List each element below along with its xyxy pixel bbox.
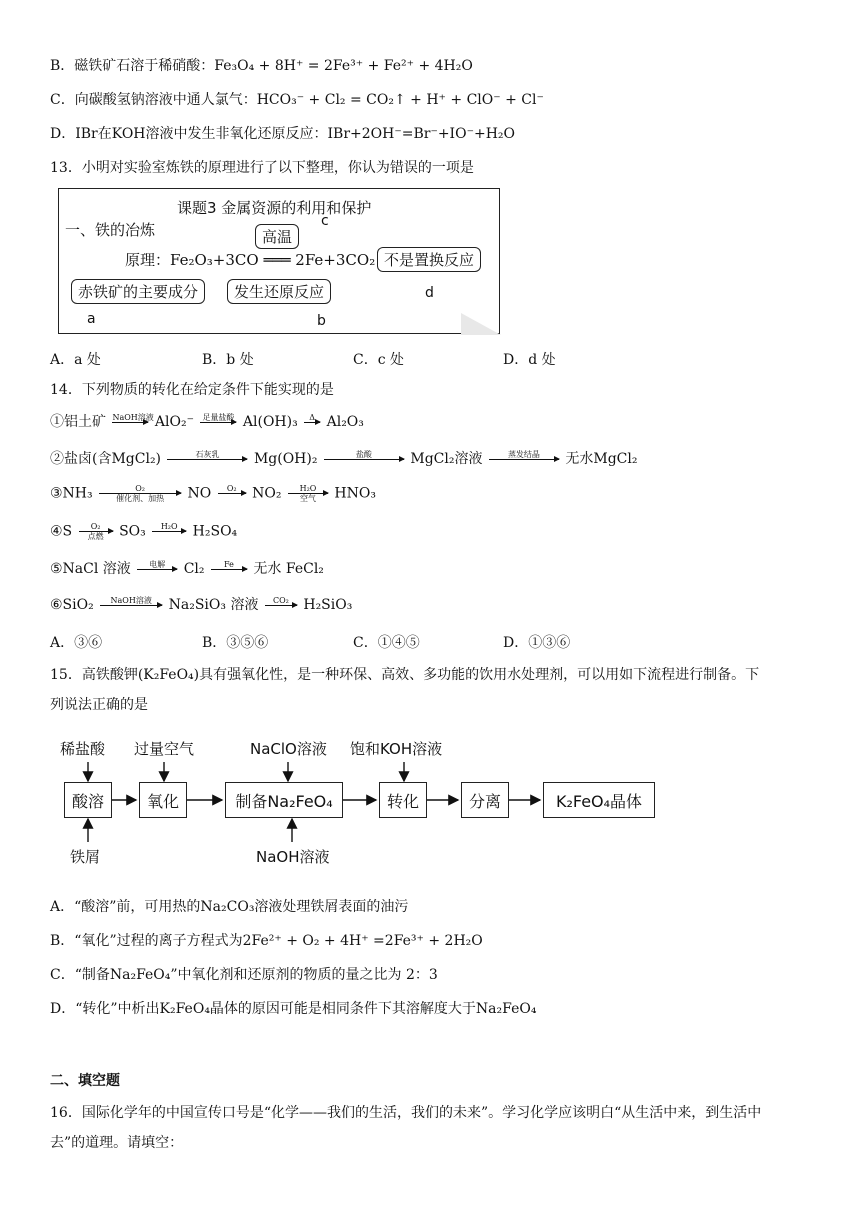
q14-option-d: D．①③⑥ bbox=[503, 635, 571, 651]
r4-start: ④S bbox=[50, 523, 73, 540]
r1-p2: Al(OH)₃ bbox=[242, 414, 298, 430]
page-curl bbox=[461, 313, 501, 335]
r1-start: ①铝土矿 bbox=[50, 414, 106, 430]
box-acid-dissolve: 酸溶 bbox=[64, 782, 112, 818]
q14-route-5 bbox=[50, 558, 324, 579]
r2-arrow-2: 盐酸 bbox=[324, 450, 404, 469]
q13-stem: 13．小明对实验室炼铁的原理进行了以下整理，你认为错误的一项是 bbox=[50, 160, 474, 176]
card-section: 一、铁的冶炼 bbox=[65, 221, 156, 239]
q16-line-2: 去”的道理。请填空： bbox=[50, 1135, 184, 1151]
tag-c: c bbox=[321, 213, 329, 229]
q13-option-d: D．d 处 bbox=[503, 352, 556, 368]
r2-p1: Mg(OH)₂ bbox=[253, 451, 318, 467]
card-principle: 原理：Fe₂O₃+3CO ═══ 2Fe+3CO₂ bbox=[125, 251, 376, 269]
q15-option-d: D．“转化”中析出K₂FeO₄晶体的原因可能是相同条件下其溶解度大于Na₂FeO₄ bbox=[50, 1001, 537, 1017]
q12-option-c: C．向碳酸氢钠溶液中通人氯气：HCO₃⁻ + Cl₂ = CO₂↑ + H⁺ + ClO⁻ + Cl⁻ bbox=[50, 92, 544, 108]
q13-option-b: B．b 处 bbox=[202, 352, 254, 368]
r1-arrow-2: 足量盐酸 bbox=[202, 412, 235, 422]
input-koh: 饱和KOH溶液 bbox=[350, 740, 443, 758]
q15-option-c: C．“制备Na₂FeO₄”中氧化剂和还原剂的物质的量之比为 2：3 bbox=[50, 967, 438, 983]
q14-option-b: B．③⑤⑥ bbox=[202, 635, 269, 651]
card-title: 课题3 金属资源的利用和保护 bbox=[177, 199, 372, 217]
box-oxidize: 氧化 bbox=[139, 782, 187, 818]
q12-option-b: B．磁铁矿石溶于稀硝酸：Fe₃O₄ + 8H⁺ = 2Fe³⁺ + Fe²⁺ + 4H₂O bbox=[50, 58, 473, 74]
q15-option-a: A．“酸溶”前，可用热的Na₂CO₃溶液处理铁屑表面的油污 bbox=[50, 899, 409, 915]
note-a: 赤铁矿的主要成分 bbox=[71, 279, 205, 304]
tag-b: b bbox=[317, 313, 326, 329]
q15-stem-2: 列说法正确的是 bbox=[50, 697, 148, 713]
r3-arrow-2: O₂ bbox=[218, 484, 246, 503]
r5-arrow-1: 电解 bbox=[137, 560, 177, 579]
box-convert: 转化 bbox=[379, 782, 427, 818]
r5-p1: Cl₂ bbox=[183, 561, 205, 577]
box-prepare-na2feo4: 制备Na₂FeO₄ bbox=[225, 782, 343, 818]
q14-route-4 bbox=[50, 522, 237, 541]
r6-p1: Na₂SiO₃ 溶液 bbox=[168, 597, 259, 613]
note-c: 高温 bbox=[255, 224, 299, 249]
q12-option-d: D．IBr在KOH溶液中发生非氧化还原反应：IBr+2OH⁻=Br⁻+IO⁻+H₂O bbox=[50, 126, 515, 142]
input-iron-scraps: 铁屑 bbox=[70, 848, 101, 866]
q14-route-2 bbox=[50, 448, 638, 469]
q15-stem-1: 15．高铁酸钾(K₂FeO₄)具有强氧化性，是一种环保、高效、多功能的饮用水处理剂，可以用如下流程进行制备。下 bbox=[50, 667, 760, 683]
r3-arrow-3: H₂O 空气 bbox=[288, 484, 328, 503]
section-heading: 二、填空题 bbox=[50, 1073, 120, 1089]
r6-start: ⑥SiO₂ bbox=[50, 597, 94, 613]
box-k2feo4-crystal: K₂FeO₄晶体 bbox=[543, 782, 655, 818]
q14-route-3 bbox=[50, 484, 376, 503]
r5-p2: 无水 FeCl₂ bbox=[253, 561, 324, 577]
q13-option-a: A．a 处 bbox=[50, 352, 101, 368]
q14-route-1 bbox=[50, 411, 364, 432]
input-dilute-hcl: 稀盐酸 bbox=[60, 740, 106, 758]
r1-arrow-1: NaOH溶液 bbox=[112, 412, 154, 422]
r6-p2: H₂SiO₃ bbox=[303, 597, 353, 613]
input-naclo: NaClO溶液 bbox=[250, 740, 327, 758]
r6-arrow-1: NaOH溶液 bbox=[100, 596, 162, 615]
q14-option-c: C．①④⑤ bbox=[353, 635, 420, 651]
input-excess-air: 过量空气 bbox=[134, 740, 195, 758]
note-d: 不是置换反应 bbox=[377, 247, 481, 272]
r1-p3: Al₂O₃ bbox=[326, 414, 364, 430]
r4-p2: H₂SO₄ bbox=[192, 523, 238, 540]
r5-start: ⑤NaCl 溶液 bbox=[50, 561, 131, 577]
r3-p3: HNO₃ bbox=[334, 485, 376, 502]
r4-p1: SO₃ bbox=[119, 523, 146, 540]
q13-card bbox=[58, 188, 500, 334]
tag-d: d bbox=[425, 285, 434, 301]
r3-p1: NO bbox=[187, 485, 212, 502]
q13-option-c: C．c 处 bbox=[353, 352, 405, 368]
r2-start: ②盐卤(含MgCl₂) bbox=[50, 451, 162, 467]
tag-a: a bbox=[87, 311, 96, 327]
q14-route-6 bbox=[50, 594, 352, 615]
q16-line-1: 16．国际化学年的中国宣传口号是“化学——我们的生活，我们的未来”。学习化学应该明白“从生活中来，到生活中 bbox=[50, 1105, 762, 1121]
r2-p3: 无水MgCl₂ bbox=[565, 451, 638, 467]
r6-arrow-2: CO₂ bbox=[265, 596, 297, 615]
r3-p2: NO₂ bbox=[252, 485, 282, 502]
r4-arrow-2: H₂O bbox=[152, 522, 186, 541]
r5-arrow-2: Fe bbox=[211, 560, 247, 579]
q14-option-a: A．③⑥ bbox=[50, 635, 103, 651]
note-b: 发生还原反应 bbox=[227, 279, 331, 304]
r2-p2: MgCl₂溶液 bbox=[410, 451, 483, 467]
r3-arrow-1: O₂ 催化剂、加热 bbox=[99, 484, 181, 503]
r1-arrow-3: Δ bbox=[304, 413, 320, 432]
r3-start: ③NH₃ bbox=[50, 485, 93, 502]
r4-arrow-1: O₂ 点燃 bbox=[79, 522, 113, 541]
r1-p1: AlO₂⁻ bbox=[154, 414, 194, 430]
box-separate: 分离 bbox=[461, 782, 509, 818]
r2-arrow-3: 蒸发结晶 bbox=[489, 450, 559, 469]
r2-arrow-1: 石灰乳 bbox=[167, 450, 247, 469]
q15-option-b: B．“氧化”过程的离子方程式为2Fe²⁺ + O₂ + 4H⁺ =2Fe³⁺ + 2H₂O bbox=[50, 933, 483, 949]
input-naoh: NaOH溶液 bbox=[256, 848, 330, 866]
q14-stem: 14．下列物质的转化在给定条件下能实现的是 bbox=[50, 382, 334, 398]
